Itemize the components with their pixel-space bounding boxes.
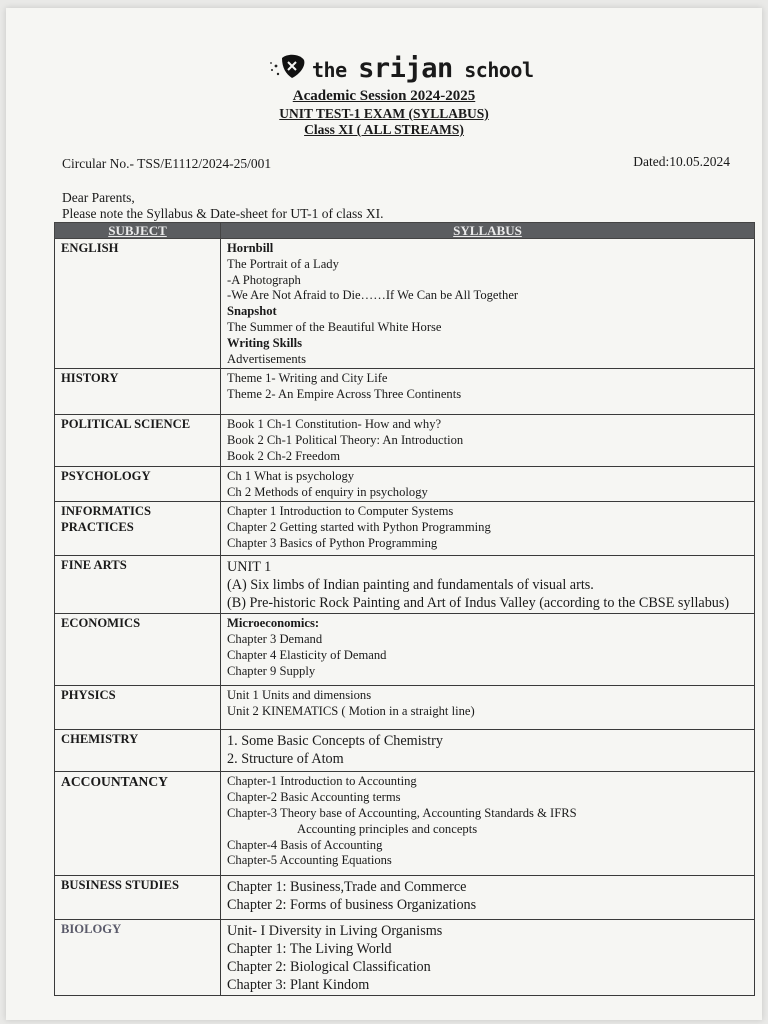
syllabus-line: Accounting principles and concepts xyxy=(297,821,478,836)
syllabus-line: Chapter 2: Biological Classification xyxy=(227,959,431,976)
logo-name: srijan xyxy=(358,52,453,84)
syllabus-cell xyxy=(221,369,755,415)
syllabus-line: Chapter 3 Basics of Python Programming xyxy=(227,535,438,550)
syllabus-line: Chapter-4 Basis of Accounting xyxy=(227,837,383,852)
intro-note: Please note the Syllabus & Date-sheet for UT-1 of class XI. xyxy=(62,206,384,221)
syllabus-column-header: SYLLABUS xyxy=(221,223,755,239)
document-subtitle: UNIT TEST-1 EXAM (SYLLABUS) xyxy=(279,106,489,121)
class-line: Class XI ( ALL STREAMS) xyxy=(304,122,464,137)
table-row xyxy=(55,614,755,686)
circular-number: Circular No.- TSS/E1112/2024-25/001 xyxy=(62,156,272,171)
logo-suffix: school xyxy=(464,57,534,82)
syllabus-line: Chapter 2 Getting started with Python Programming xyxy=(227,520,491,535)
syllabus-cell xyxy=(221,876,755,920)
syllabus-line: 1. Some Basic Concepts of Chemistry xyxy=(227,733,443,750)
syllabus-line: Book 1 Ch-1 Constitution- How and why? xyxy=(227,417,442,432)
syllabus-line: Theme 2- An Empire Across Three Continents xyxy=(227,387,462,402)
syllabus-line: Chapter 2: Forms of business Organizations xyxy=(227,897,477,914)
subject-cell xyxy=(55,556,221,614)
school-emblem-icon xyxy=(268,52,308,84)
subject-cell xyxy=(55,686,221,730)
syllabus-line: Unit 2 KINEMATICS ( Motion in a straight line) xyxy=(227,704,475,719)
table-row xyxy=(55,466,755,502)
syllabus-line: Chapter-5 Accounting Equations xyxy=(227,853,392,868)
syllabus-table xyxy=(54,222,755,996)
subject-cell xyxy=(55,730,221,772)
document-title: Academic Session 2024-2025 xyxy=(292,88,476,104)
school-logo xyxy=(268,52,558,84)
table-row xyxy=(55,556,755,614)
syllabus-line: Chapter 4 Elasticity of Demand xyxy=(227,647,387,662)
subject-cell xyxy=(55,239,221,369)
syllabus-line: The Portrait of a Lady xyxy=(227,256,339,271)
subject-name: BUSINESS STUDIES xyxy=(61,878,179,893)
syllabus-line: 2. Structure of Atom xyxy=(227,751,344,768)
syllabus-line: Chapter 3: Plant Kindom xyxy=(227,977,370,994)
table-row xyxy=(55,686,755,730)
subject-name: INFORMATICS xyxy=(61,504,152,519)
syllabus-cell xyxy=(221,466,755,502)
subject-cell xyxy=(55,466,221,502)
table-header-row xyxy=(55,223,755,239)
syllabus-page xyxy=(6,8,762,1020)
syllabus-cell xyxy=(221,920,755,996)
syllabus-line: Chapter 1: Business,Trade and Commerce xyxy=(227,879,467,896)
syllabus-line: Chapter 1: The Living World xyxy=(227,941,392,958)
syllabus-line: Ch 1 What is psychology xyxy=(227,468,355,483)
syllabus-line: Chapter-3 Theory base of Accounting, Accounting Standards & IFRS xyxy=(227,805,577,820)
table-row xyxy=(55,369,755,415)
syllabus-cell xyxy=(221,686,755,730)
syllabus-line: Advertisements xyxy=(227,351,307,366)
table-row xyxy=(55,876,755,920)
syllabus-line: UNIT 1 xyxy=(227,559,272,576)
syllabus-line: (A) Six limbs of Indian painting and fundamentals of visual arts. xyxy=(227,577,594,594)
subject-cell xyxy=(55,772,221,876)
table-row xyxy=(55,920,755,996)
subject-name: CHEMISTRY xyxy=(61,732,139,747)
syllabus-line: -A Photograph xyxy=(227,272,301,287)
syllabus-cell xyxy=(221,614,755,686)
subject-name: PHYSICS xyxy=(61,688,116,703)
syllabus-line: Unit- I Diversity in Living Organisms xyxy=(227,923,443,940)
subject-name: ENGLISH xyxy=(61,241,119,255)
subject-cell xyxy=(55,369,221,415)
syllabus-cell xyxy=(221,772,755,876)
subject-cell xyxy=(55,920,221,996)
syllabus-cell xyxy=(221,502,755,556)
subject-name: BIOLOGY xyxy=(61,922,122,937)
table-row xyxy=(55,415,755,466)
subject-cell xyxy=(55,415,221,466)
subject-name: ACCOUNTANCY xyxy=(61,774,168,790)
syllabus-line: (B) Pre-historic Rock Painting and Art of Indus Valley (according to the CBSE syllabus) xyxy=(227,595,730,612)
syllabus-section-heading: Snapshot xyxy=(227,304,277,319)
syllabus-line: Chapter 9 Supply xyxy=(227,663,316,678)
syllabus-line: The Summer of the Beautiful White Horse xyxy=(227,319,442,334)
subject-name: PSYCHOLOGY xyxy=(61,468,151,483)
syllabus-line: Chapter 3 Demand xyxy=(227,632,323,647)
syllabus-cell xyxy=(221,239,755,369)
syllabus-line: -We Are Not Afraid to Die……If We Can be All Together xyxy=(227,288,519,303)
syllabus-section-heading: Writing Skills xyxy=(227,335,303,350)
syllabus-line: Chapter 1 Introduction to Computer Systems xyxy=(227,504,454,519)
syllabus-section-heading: Hornbill xyxy=(227,241,274,255)
subject-name: HISTORY xyxy=(61,371,119,386)
subject-cell xyxy=(55,876,221,920)
subject-cell xyxy=(55,614,221,686)
subject-name: FINE ARTS xyxy=(61,558,127,573)
syllabus-line: Ch 2 Methods of enquiry in psychology xyxy=(227,484,428,499)
subject-name: PRACTICES xyxy=(61,520,134,535)
table-row xyxy=(55,239,755,369)
subject-name: POLITICAL SCIENCE xyxy=(61,417,191,432)
syllabus-cell xyxy=(221,730,755,772)
syllabus-cell xyxy=(221,556,755,614)
circular-date: Dated:10.05.2024 xyxy=(633,154,730,169)
syllabus-line: Theme 1- Writing and City Life xyxy=(227,371,388,386)
logo-prefix: the xyxy=(312,57,347,82)
subject-column-header: SUBJECT xyxy=(55,223,221,239)
syllabus-cell xyxy=(221,415,755,466)
syllabus-line: Unit 1 Units and dimensions xyxy=(227,688,372,703)
syllabus-line: Book 2 Ch-2 Freedom xyxy=(227,448,340,463)
table-row xyxy=(55,730,755,772)
subject-name: ECONOMICS xyxy=(61,616,141,631)
syllabus-line: Book 2 Ch-1 Political Theory: An Introduction xyxy=(227,433,464,448)
table-row xyxy=(55,772,755,876)
syllabus-line: Chapter-2 Basic Accounting terms xyxy=(227,790,401,805)
subject-cell xyxy=(55,502,221,556)
syllabus-section-heading: Microeconomics: xyxy=(227,616,320,631)
greeting: Dear Parents, xyxy=(62,190,135,205)
table-row xyxy=(55,502,755,556)
syllabus-line: Chapter-1 Introduction to Accounting xyxy=(227,774,417,789)
